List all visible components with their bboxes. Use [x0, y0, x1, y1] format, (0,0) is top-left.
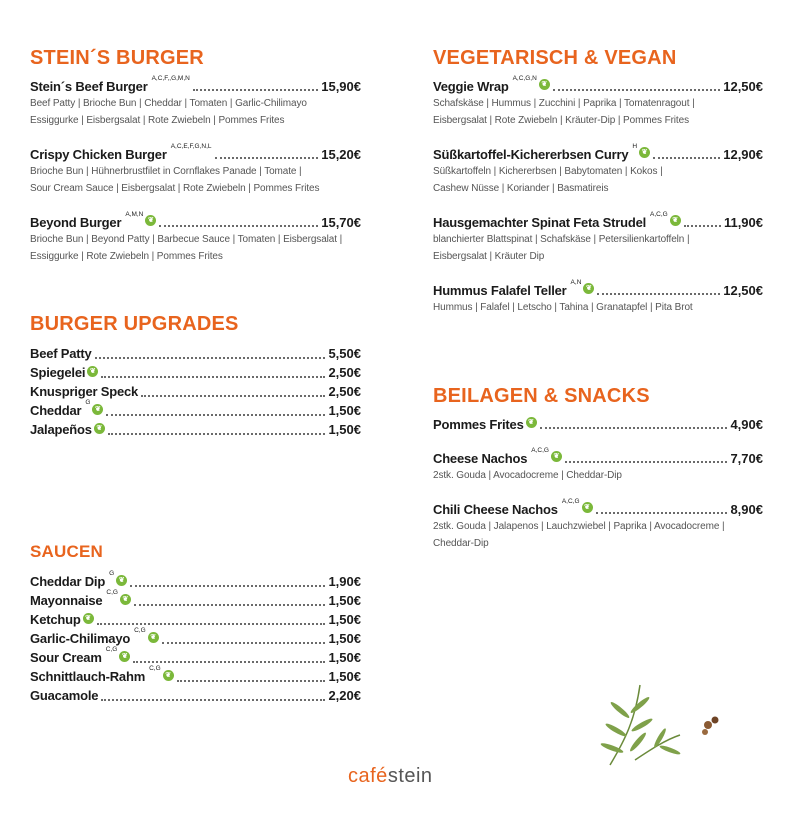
menu-item-description: Beef Patty | Brioche Bun | Cheddar | Tomaten | Garlic-Chilimayo — [30, 98, 307, 109]
menu-item-head — [433, 279, 763, 299]
menu-item — [30, 629, 361, 648]
dot-leader — [101, 699, 325, 701]
vegetarian-leaf-icon: ❦ — [539, 79, 550, 90]
menu-item-name: Beyond Burger — [30, 215, 122, 230]
vegetarian-leaf-icon: ❦ — [87, 366, 98, 377]
menu-item-name: Süßkartoffel-Kichererbsen Curry — [433, 147, 629, 162]
dot-leader — [653, 157, 720, 159]
section-saucen — [30, 540, 361, 705]
menu-item-description: Brioche Bun | Hühnerbrustfilet in Cornflakes Panade | Tomate | — [30, 166, 302, 177]
menu-item-name: Veggie Wrap — [433, 79, 509, 94]
menu-item — [433, 75, 763, 129]
menu-item-head — [433, 75, 763, 95]
menu-item-head — [30, 363, 361, 382]
vegetarian-leaf-icon: ❦ — [670, 215, 681, 226]
menu-item-price: 11,90€ — [723, 215, 763, 230]
logo-cafe: café — [348, 765, 388, 787]
dot-leader — [193, 89, 318, 91]
menu-item-head — [433, 447, 763, 467]
menu-item — [30, 572, 361, 591]
allergen-codes: C,G — [105, 646, 118, 653]
menu-item-head — [30, 610, 361, 629]
dot-leader — [540, 427, 728, 429]
menu-item-name: Cheddar Dip — [30, 574, 106, 589]
vegetarian-leaf-icon: ❦ — [582, 502, 593, 513]
dot-leader — [215, 157, 319, 159]
menu-item — [30, 211, 361, 265]
menu-item-price: 15,70€ — [321, 215, 361, 230]
menu-item-price: 8,90€ — [730, 502, 763, 517]
menu-item-name: Chili Cheese Nachos — [433, 502, 558, 517]
allergen-codes: A,C,G — [531, 447, 549, 454]
allergen-codes: A,M,N — [125, 211, 144, 218]
allergen-codes: A,N — [570, 279, 582, 286]
menu-item-head — [30, 143, 361, 163]
allergen-codes: A,C,G — [650, 211, 668, 218]
menu-item — [433, 447, 763, 484]
menu-item-price: 5,50€ — [328, 346, 361, 361]
menu-item-price: 1,50€ — [328, 612, 361, 627]
menu-item-description: Brioche Bun | Beyond Patty | Barbecue Sauce | Tomaten | Eisbergsalat | — [30, 234, 343, 245]
dot-leader — [133, 661, 325, 663]
section-steins-burger — [30, 46, 361, 265]
menu-item-head — [30, 211, 361, 231]
vegetarian-leaf-icon: ❦ — [526, 417, 537, 428]
menu-item-head — [30, 572, 361, 591]
allergen-codes: C,G — [134, 627, 146, 634]
menu-item-description: blanchierter Blattspinat | Schafskäse | Petersilienkartoffeln | — [433, 234, 690, 245]
menu-item-price: 1,50€ — [328, 669, 361, 684]
menu-item-price: 1,90€ — [328, 574, 361, 589]
menu-item-description: 2stk. Gouda | Avocadocreme | Cheddar-Dip — [433, 470, 622, 481]
menu-item-description: Hummus | Falafel | Letscho | Tahina | Granatapfel | Pita Brot — [433, 302, 693, 313]
dot-leader — [596, 512, 728, 514]
menu-item-price: 1,50€ — [328, 593, 361, 608]
menu-item-head — [30, 420, 361, 439]
menu-item-head — [30, 75, 361, 95]
dot-leader — [101, 376, 325, 378]
menu-item-price: 2,50€ — [328, 384, 361, 399]
menu-item-head — [30, 667, 361, 686]
menu-item-description: Essiggurke | Eisbergsalat | Rote Zwiebeln | Pommes Frites — [30, 115, 285, 126]
menu-item-head — [433, 211, 763, 231]
menu-item-name: Garlic-Chilimayo — [30, 631, 131, 646]
allergen-codes: A,C,G,N — [512, 75, 537, 82]
menu-item-name: Mayonnaise — [30, 593, 103, 608]
logo-stein: stein — [387, 765, 433, 787]
dot-leader — [177, 680, 326, 682]
menu-item-name: Beef Patty — [30, 346, 92, 361]
menu-item-price: 1,50€ — [328, 403, 361, 418]
menu-item-price: 2,50€ — [328, 365, 361, 380]
dot-leader — [162, 642, 326, 644]
menu-item — [30, 143, 361, 197]
vegetarian-leaf-icon: ❦ — [83, 613, 94, 624]
menu-item-head — [30, 629, 361, 648]
menu-item-price: 7,70€ — [730, 451, 763, 466]
menu-item-price: 15,90€ — [321, 79, 361, 94]
allergen-codes: G — [109, 570, 115, 577]
dot-leader — [597, 293, 720, 295]
veg-items — [433, 75, 763, 316]
vegetarian-leaf-icon: ❦ — [94, 423, 105, 434]
left-column — [30, 46, 361, 703]
section-title: BEILAGEN & SNACKS — [433, 385, 650, 407]
menu-item-description: Essiggurke | Rote Zwiebeln | Pommes Frites — [30, 251, 223, 262]
menu-item-price: 15,20€ — [321, 147, 361, 162]
menu-item — [433, 279, 763, 316]
rosemary-illustration — [580, 680, 740, 775]
menu-item-description: Eisbergsalat | Rote Zwiebeln | Kräuter-Dip | Pommes Frites — [433, 115, 689, 126]
vegetarian-leaf-icon: ❦ — [551, 451, 562, 462]
menu-item-name: Pommes Frites — [433, 417, 524, 432]
menu-item-name: Sour Cream — [30, 650, 102, 665]
menu-item — [30, 420, 361, 439]
menu-item — [30, 648, 361, 667]
vegetarian-leaf-icon: ❦ — [116, 575, 127, 586]
menu-item-name: Hausgemachter Spinat Feta Strudel — [433, 215, 647, 230]
menu-item-price: 2,20€ — [328, 688, 361, 703]
dot-leader — [684, 225, 721, 227]
dot-leader — [106, 414, 325, 416]
menu-item — [30, 610, 361, 629]
dot-leader — [134, 604, 325, 606]
dot-leader — [130, 585, 325, 587]
menu-item — [433, 143, 763, 197]
menu-item-name: Stein´s Beef Burger — [30, 79, 148, 94]
menu-item-description: Süßkartoffeln | Kichererbsen | Babytomaten | Kokos | — [433, 166, 663, 177]
menu-item-name: Hummus Falafel Teller — [433, 283, 567, 298]
menu-item-name: Spiegelei — [30, 365, 86, 380]
allergen-codes: A,C,E,F,G,N,L — [170, 143, 212, 150]
vegetarian-leaf-icon: ❦ — [92, 404, 103, 415]
allergen-codes: H — [632, 143, 638, 150]
dot-leader — [95, 357, 326, 359]
section-title: VEGETARISCH & VEGAN — [433, 47, 677, 69]
vegetarian-leaf-icon: ❦ — [120, 594, 131, 605]
allergen-codes: A,C,G — [561, 498, 580, 505]
section-title: SAUCEN — [30, 542, 103, 561]
side-items — [433, 416, 763, 552]
section-title: BURGER UPGRADES — [30, 313, 239, 335]
menu-item-head — [433, 143, 763, 163]
cafestein-logo — [348, 765, 433, 788]
menu-item-name: Knuspriger Speck — [30, 384, 139, 399]
section-burger-upgrades — [30, 312, 361, 439]
menu-item-price: 1,50€ — [328, 631, 361, 646]
upgrade-items — [30, 344, 361, 439]
dot-leader — [108, 433, 326, 435]
section-title: STEIN´S BURGER — [30, 47, 204, 69]
sauce-items — [30, 572, 361, 705]
allergen-codes: A,C,F,,G,M,N — [151, 75, 190, 82]
menu-item-description: Eisbergsalat | Kräuter Dip — [433, 251, 545, 262]
menu-item-head — [30, 648, 361, 667]
menu-item-head — [30, 401, 361, 420]
menu-item — [433, 498, 763, 552]
menu-item — [433, 416, 763, 433]
menu-item-name: Cheese Nachos — [433, 451, 528, 466]
menu-item-head — [433, 416, 763, 433]
menu-item — [30, 344, 361, 363]
menu-item-price: 4,90€ — [730, 417, 763, 432]
menu-item — [30, 667, 361, 686]
dot-leader — [141, 395, 325, 397]
menu-item-name: Ketchup — [30, 612, 81, 627]
menu-item-price: 12,50€ — [723, 283, 763, 298]
burger-items — [30, 75, 361, 265]
menu-item-name: Guacamole — [30, 688, 99, 703]
menu-item — [30, 401, 361, 420]
vegetarian-leaf-icon: ❦ — [145, 215, 156, 226]
section-beilagen-snacks — [433, 384, 763, 569]
menu-item — [30, 382, 361, 401]
menu-item-name: Schnittlauch-Rahm — [30, 669, 146, 684]
menu-item — [30, 363, 361, 382]
menu-item-description: Schafskäse | Hummus | Zucchini | Paprika | Tomatenragout | — [433, 98, 695, 109]
menu-item — [30, 591, 361, 610]
vegetarian-leaf-icon: ❦ — [639, 147, 650, 158]
vegetarian-leaf-icon: ❦ — [583, 283, 594, 294]
menu-item — [30, 75, 361, 129]
menu-item-name: Cheddar — [30, 403, 82, 418]
dot-leader — [159, 225, 318, 227]
menu-item-head — [30, 591, 361, 610]
allergen-codes: C,G — [149, 665, 161, 672]
menu-item-head — [433, 498, 763, 518]
allergen-codes: C,G — [106, 589, 118, 596]
menu-item-head — [30, 382, 361, 401]
vegetarian-leaf-icon: ❦ — [119, 651, 130, 662]
dot-leader — [553, 89, 720, 91]
menu-item-name: Crispy Chicken Burger — [30, 147, 167, 162]
menu-item-description: 2stk. Gouda | Jalapenos | Lauchzwiebel | Paprika | Avocadocreme | — [433, 521, 725, 532]
dot-leader — [565, 461, 728, 463]
menu-item-price: 12,90€ — [723, 147, 763, 162]
menu-item — [433, 211, 763, 265]
menu-item-price: 1,50€ — [328, 650, 361, 665]
menu-item — [30, 686, 361, 705]
right-column — [433, 46, 763, 549]
section-vegetarisch-vegan — [433, 46, 763, 316]
vegetarian-leaf-icon: ❦ — [148, 632, 159, 643]
menu-item-description: Cashew Nüsse | Koriander | Basmatireis — [433, 183, 609, 194]
menu-item-description: Cheddar-Dip — [433, 538, 489, 549]
dot-leader — [97, 623, 326, 625]
menu-item-head — [30, 344, 361, 363]
menu-item-price: 1,50€ — [328, 422, 361, 437]
menu-item-price: 12,50€ — [723, 79, 763, 94]
menu-item-description: Sour Cream Sauce | Eisbergsalat | Rote Zwiebeln | Pommes Frites — [30, 183, 320, 194]
menu-item-name: Jalapeños — [30, 422, 92, 437]
vegetarian-leaf-icon: ❦ — [163, 670, 174, 681]
menu-item-head — [30, 686, 361, 705]
allergen-codes: G — [85, 399, 91, 406]
